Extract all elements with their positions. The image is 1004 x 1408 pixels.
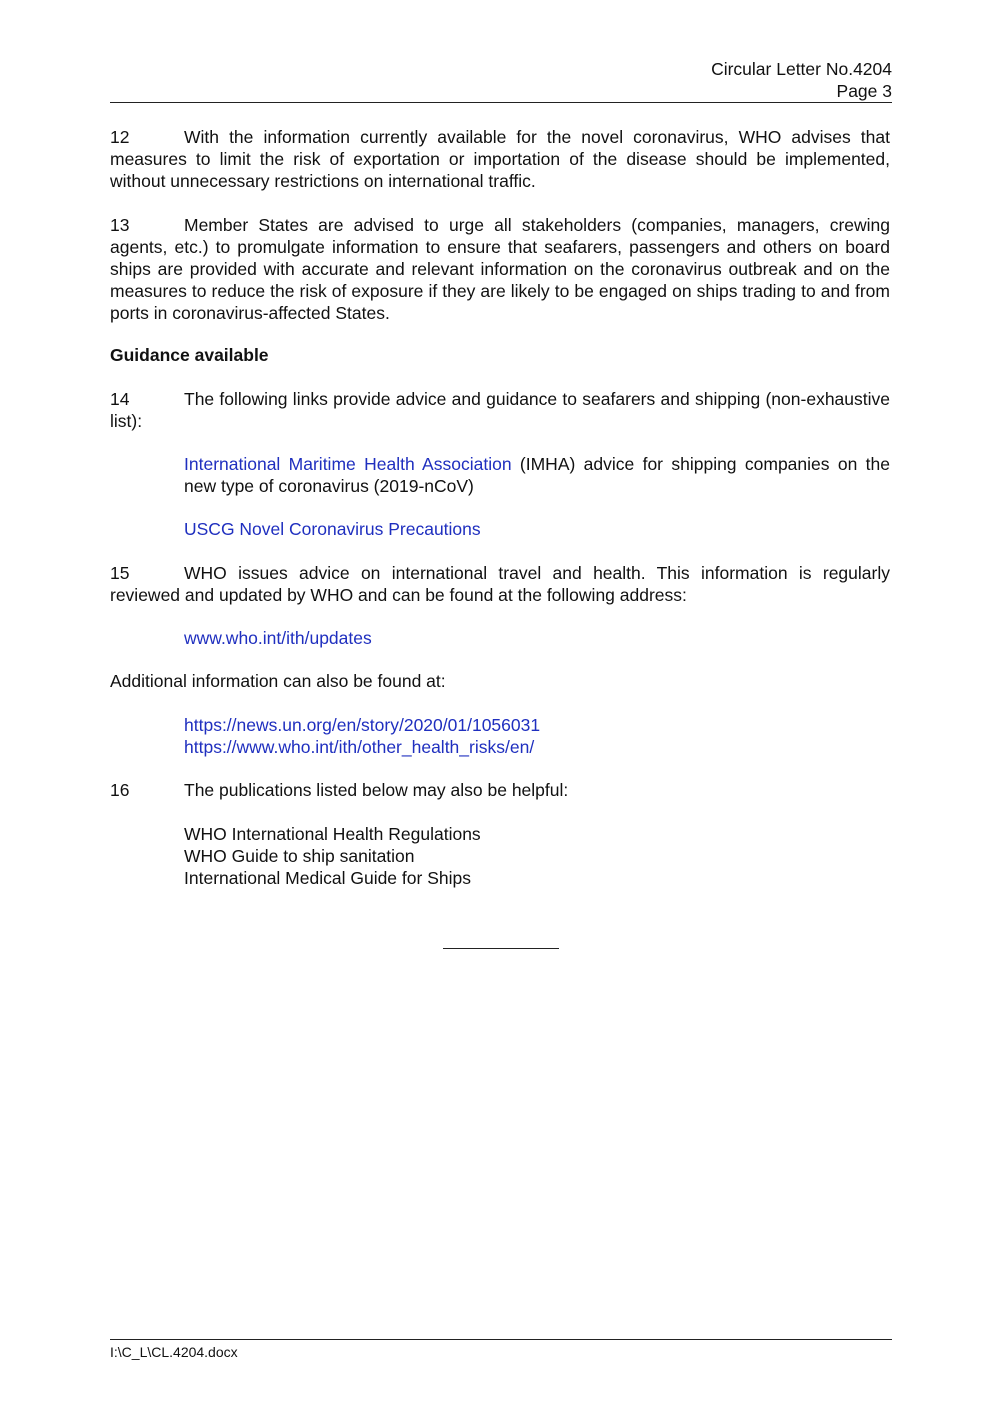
paragraph-13 [110,214,890,324]
publication-item: International Medical Guide for Ships [184,868,471,888]
paragraph-text: The publications listed below may also be helpful: [184,780,569,800]
paragraph-16 [110,779,890,801]
imha-entry [184,453,890,497]
paragraph-text: With the information currently available for the novel coronavirus, WHO advises that measures to limit the risk of exportation or importation of the disease should be implemented, without unnecessary restrictions on international traffic. [110,127,890,191]
page-number: Page 3 [836,81,892,101]
publications-list [184,823,890,889]
paragraph-text: WHO issues advice on international travel and health. This information is regularly reviewed and updated by WHO and can be found at the following address: [110,563,890,605]
publication-item: WHO Guide to ship sanitation [184,846,415,866]
paragraph-number: 12 [110,127,130,147]
end-of-document-rule [443,948,559,949]
file-path-footer: I:\C_L\CL.4204.docx [110,1344,238,1360]
who-other-risks-link[interactable]: https://www.who.int/ith/other_health_risks/en/ [184,737,535,757]
circular-letter-number: Circular Letter No.4204 [711,59,892,79]
imha-link[interactable]: International Maritime Health Association [184,454,512,474]
un-news-link[interactable]: https://news.un.org/en/story/2020/01/1056031 [184,715,541,735]
paragraph-number: 16 [110,780,130,800]
publication-item: WHO International Health Regulations [184,824,481,844]
paragraph-number: 15 [110,563,130,583]
paragraph-14 [110,388,890,432]
paragraph-15 [110,562,890,606]
paragraph-text: Member States are advised to urge all stakeholders (companies, managers, crewing agents, etc.) to promulgate information to ensure that seafarers, passengers and others on board ships are provided with accurate and relevant information on the coronavirus outbreak and on the measures to reduce the risk of exposure if they are likely to be engaged on ships trading to and from ports in coronavirus-affected States. [110,215,890,323]
footer-rule [110,1339,892,1340]
header-rule [110,102,892,103]
who-updates-entry [184,627,890,649]
who-updates-link[interactable]: www.who.int/ith/updates [184,628,372,648]
imha-description: (IMHA) advice for shipping companies on the new type of coronavirus (2019-nCoV) [184,454,891,496]
section-heading: Guidance available [110,345,269,365]
uscg-link[interactable]: USCG Novel Coronavirus Precautions [184,519,481,539]
paragraph-12 [110,126,890,192]
paragraph-number: 13 [110,215,130,235]
paragraph-number: 14 [110,389,130,409]
paragraph-text: The following links provide advice and guidance to seafarers and shipping (non-exhaustive list): [110,389,890,431]
additional-links [184,714,890,758]
additional-info-text: Additional information can also be found at: [110,671,446,691]
page-header [110,58,892,102]
uscg-entry [184,518,890,540]
